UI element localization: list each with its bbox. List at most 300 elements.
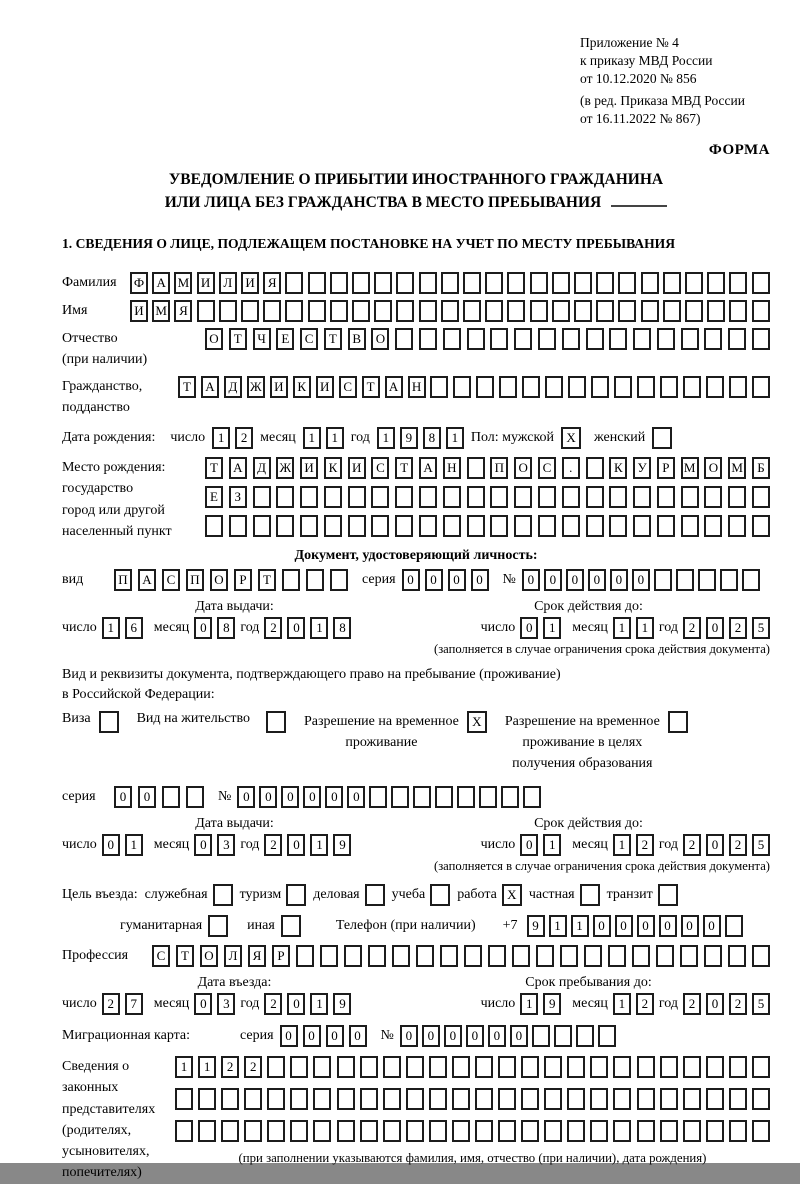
char-cell-empty <box>413 786 431 808</box>
char-cell-empty <box>313 1088 331 1110</box>
char-cell-filled: 2 <box>235 427 253 449</box>
char-cell-empty <box>276 486 294 508</box>
char-cell-empty <box>452 1120 470 1142</box>
char-cell-empty <box>681 486 699 508</box>
representatives-label-line1: Сведения о <box>62 1059 130 1074</box>
char-cell-empty <box>613 1056 631 1078</box>
valid-until-header: Срок действия до: <box>534 599 643 614</box>
char-cell-empty <box>596 300 614 322</box>
char-cell-empty <box>429 1088 447 1110</box>
char-cell-filled: 0 <box>303 1025 321 1047</box>
char-cell-empty <box>501 786 519 808</box>
char-cell-filled: 3 <box>217 993 235 1015</box>
char-cell-empty <box>590 1088 608 1110</box>
representatives-label-line6: попечителях) <box>62 1165 142 1181</box>
stay-number-cells <box>237 786 541 808</box>
phone-label: Телефон (при наличии) <box>335 918 476 933</box>
char-cell-filled: 8 <box>423 427 441 449</box>
char-cell-filled: 9 <box>333 834 351 856</box>
residence-permit-label: Вид на жительство <box>136 711 250 726</box>
profession-label: Профессия <box>62 948 129 963</box>
char-cell-filled: И <box>348 457 366 479</box>
char-cell-empty <box>752 272 770 294</box>
char-cell-filled: С <box>162 569 180 591</box>
char-cell-empty <box>683 1056 701 1078</box>
char-cell-filled: К <box>324 457 342 479</box>
char-cell-filled: 1 <box>543 617 561 639</box>
purpose-label: работа <box>457 887 497 902</box>
issue-date-header: Дата выдачи: <box>195 599 274 614</box>
char-cell-filled: 3 <box>217 834 235 856</box>
char-cell-empty <box>633 328 651 350</box>
char-cell-empty <box>752 486 770 508</box>
entry-day-cells <box>102 993 143 1015</box>
char-cell-empty <box>681 328 699 350</box>
doc-series-group <box>362 569 489 591</box>
char-cell-empty <box>544 1120 562 1142</box>
char-cell-empty <box>683 376 701 398</box>
purpose-study-checkbox <box>430 884 450 906</box>
form-title-line1: УВЕДОМЛЕНИЕ О ПРИБЫТИИ ИНОСТРАННОГО ГРАЖДАНИНА <box>168 171 664 189</box>
char-cell-empty <box>609 515 627 537</box>
char-cell-filled: 0 <box>615 915 633 937</box>
representatives-label <box>62 1056 175 1184</box>
char-cell-empty <box>352 272 370 294</box>
char-cell-empty <box>657 328 675 350</box>
char-cell-filled: 0 <box>488 1025 506 1047</box>
char-cell-empty <box>313 1120 331 1142</box>
char-cell-empty <box>282 569 300 591</box>
char-cell-empty <box>452 1088 470 1110</box>
sex-female-checkbox <box>652 427 672 449</box>
char-cell-filled: 2 <box>729 617 747 639</box>
char-cell-filled: 0 <box>632 569 650 591</box>
char-cell-empty <box>685 300 703 322</box>
char-cell-empty <box>374 272 392 294</box>
birth-day-label: число <box>170 430 206 445</box>
char-cell-empty <box>374 300 392 322</box>
char-cell-empty <box>704 515 722 537</box>
char-cell-empty <box>300 515 318 537</box>
surname-cells <box>130 272 770 294</box>
char-cell-filled: 0 <box>471 569 489 591</box>
char-cell-filled: К <box>293 376 311 398</box>
char-cell-filled: У <box>633 457 651 479</box>
char-cell-empty <box>253 515 271 537</box>
char-cell-empty <box>584 945 602 967</box>
char-cell-empty <box>637 1088 655 1110</box>
identity-doc-dates-row <box>62 617 770 639</box>
stay-issue-header: Дата выдачи: <box>195 816 274 831</box>
char-cell-filled: 0 <box>425 569 443 591</box>
patronymic-row <box>62 328 770 370</box>
stay-valid-day-cells <box>520 834 561 856</box>
purpose-other-checkbox <box>281 915 301 937</box>
char-cell-empty <box>698 569 716 591</box>
identity-doc-note: (заполняется в случае ограничения срока действия документа) <box>434 642 770 656</box>
char-cell-empty <box>568 376 586 398</box>
representatives-label-line2: законных <box>62 1080 119 1096</box>
char-cell-filled: 0 <box>610 569 628 591</box>
char-cell-filled: 0 <box>287 617 305 639</box>
char-cell-empty <box>467 486 485 508</box>
char-cell-empty <box>419 300 437 322</box>
purpose-label: деловая <box>313 887 360 902</box>
char-cell-empty <box>633 515 651 537</box>
char-cell-filled: А <box>201 376 219 398</box>
char-cell-filled: 2 <box>636 834 654 856</box>
char-cell-empty <box>554 1025 572 1047</box>
char-cell-empty <box>485 300 503 322</box>
char-cell-empty <box>453 376 471 398</box>
char-cell-filled: 1 <box>212 427 230 449</box>
char-cell-filled: Т <box>258 569 276 591</box>
char-cell-filled: 1 <box>613 834 631 856</box>
char-cell-filled: 0 <box>194 834 212 856</box>
char-cell-empty <box>369 786 387 808</box>
char-cell-empty <box>475 1088 493 1110</box>
char-cell-filled: 2 <box>264 993 282 1015</box>
char-cell-filled: 2 <box>729 834 747 856</box>
char-cell-empty <box>681 515 699 537</box>
char-cell-empty <box>330 272 348 294</box>
char-cell-filled: М <box>728 457 746 479</box>
stay-issue-month-cells <box>194 834 235 856</box>
purpose-row2 <box>120 915 770 937</box>
char-cell-empty <box>676 569 694 591</box>
char-cell-filled: 0 <box>510 1025 528 1047</box>
char-cell-filled: Т <box>395 457 413 479</box>
char-cell-empty <box>499 376 517 398</box>
char-cell-filled: 0 <box>259 786 277 808</box>
migration-series-group <box>240 1025 367 1047</box>
day-label: число <box>480 620 516 635</box>
ref-amend-line2: от 16.11.2022 № 867) <box>580 111 701 127</box>
char-cell-empty <box>707 300 725 322</box>
char-cell-empty <box>680 945 698 967</box>
char-cell-empty <box>162 786 180 808</box>
char-cell-empty <box>637 376 655 398</box>
month-label: месяц <box>153 620 190 635</box>
char-cell-empty <box>586 328 604 350</box>
char-cell-filled: 2 <box>221 1056 239 1078</box>
char-cell-empty <box>706 376 724 398</box>
char-cell-empty <box>198 1120 216 1142</box>
char-cell-empty <box>175 1120 193 1142</box>
char-cell-filled: 1 <box>310 617 328 639</box>
char-cell-filled: 0 <box>194 993 212 1015</box>
char-cell-empty <box>598 1025 616 1047</box>
char-cell-filled: Р <box>234 569 252 591</box>
identity-issue-date <box>62 617 351 639</box>
char-cell-empty <box>244 1088 262 1110</box>
temp-residence-label-line1: Разрешение на временное <box>303 714 459 729</box>
char-cell-empty <box>383 1056 401 1078</box>
doc-number-group <box>503 569 760 591</box>
char-cell-filled: М <box>152 300 170 322</box>
char-cell-empty <box>567 1088 585 1110</box>
char-cell-empty <box>507 300 525 322</box>
char-cell-empty <box>467 515 485 537</box>
temp-residence-education-line3: получения образования <box>512 756 653 771</box>
char-cell-empty <box>521 1120 539 1142</box>
char-cell-filled: 1 <box>310 993 328 1015</box>
char-cell-filled: А <box>229 457 247 479</box>
char-cell-empty <box>463 300 481 322</box>
phone-prefix: +7 <box>502 918 518 933</box>
purpose-humanitarian-checkbox <box>208 915 228 937</box>
char-cell-filled: Ч <box>253 328 271 350</box>
char-cell-filled: 1 <box>326 427 344 449</box>
char-cell-filled: 0 <box>637 915 655 937</box>
char-cell-empty <box>485 272 503 294</box>
section1-title: 1. СВЕДЕНИЯ О ЛИЦЕ, ПОДЛЕЖАЩЕМ ПОСТАНОВКЕ НА УЧЕТ ПО МЕСТУ ПРЕБЫВАНИЯ <box>62 236 676 251</box>
char-cell-filled: 8 <box>333 617 351 639</box>
char-cell-empty <box>320 945 338 967</box>
char-cell-empty <box>285 272 303 294</box>
visa-label: Виза <box>62 711 91 726</box>
char-cell-filled: 0 <box>280 1025 298 1047</box>
char-cell-empty <box>514 328 532 350</box>
char-cell-filled: 2 <box>244 1056 262 1078</box>
char-cell-empty <box>452 1056 470 1078</box>
char-cell-empty <box>352 300 370 322</box>
char-cell-empty <box>463 272 481 294</box>
form-title-line2-wrap <box>62 192 770 214</box>
profession-cells <box>152 945 770 967</box>
char-cell-empty <box>276 515 294 537</box>
char-cell-empty <box>330 569 348 591</box>
month-label: месяц <box>572 620 608 635</box>
char-cell-empty <box>567 1056 585 1078</box>
char-cell-empty <box>729 1088 747 1110</box>
ref-line-order: к приказу МВД России <box>580 52 713 68</box>
char-cell-empty <box>348 486 366 508</box>
char-cell-empty <box>467 457 485 479</box>
char-cell-filled: С <box>538 457 556 479</box>
char-cell-empty <box>435 786 453 808</box>
citizenship-cells <box>178 376 770 398</box>
char-cell-empty <box>704 945 722 967</box>
stay-until-year-cells <box>683 993 770 1015</box>
stay-until-day-cells <box>520 993 561 1015</box>
char-cell-empty <box>267 1056 285 1078</box>
char-cell-filled: И <box>241 272 259 294</box>
birth-month-label: месяц <box>260 430 296 445</box>
char-cell-filled: 0 <box>588 569 606 591</box>
char-cell-empty <box>613 1088 631 1110</box>
char-cell-filled: Н <box>408 376 426 398</box>
char-cell-empty <box>395 486 413 508</box>
char-cell-empty <box>360 1088 378 1110</box>
representatives-note: (при заполнении указываются фамилия, имя, отчество (при наличии), дата рождения) <box>238 1151 707 1165</box>
char-cell-filled: 5 <box>752 993 770 1015</box>
char-cell-empty <box>490 328 508 350</box>
char-cell-filled: 0 <box>566 569 584 591</box>
char-cell-empty <box>590 1120 608 1142</box>
char-cell-empty <box>567 1120 585 1142</box>
char-cell-filled: 1 <box>175 1056 193 1078</box>
representatives-cells-row1 <box>175 1056 770 1078</box>
char-cell-empty <box>383 1120 401 1142</box>
temp-residence-label-line2: проживание <box>345 735 418 750</box>
char-cell-empty <box>586 486 604 508</box>
stay-issue-date <box>62 834 351 856</box>
char-cell-empty <box>707 272 725 294</box>
birthplace-label-line1: Место рождения: <box>62 460 166 475</box>
purpose-business-checkbox <box>213 884 233 906</box>
stay-doc-dates-header <box>62 816 770 832</box>
char-cell-empty <box>663 272 681 294</box>
char-cell-empty <box>348 515 366 537</box>
citizenship-label <box>62 376 178 418</box>
char-cell-empty <box>637 1056 655 1078</box>
char-cell-empty <box>419 328 437 350</box>
stay-valid-month-cells <box>613 834 654 856</box>
char-cell-empty <box>406 1120 424 1142</box>
char-cell-empty <box>507 272 525 294</box>
char-cell-empty <box>596 272 614 294</box>
purpose-commercial-checkbox <box>365 884 385 906</box>
char-cell-filled: А <box>385 376 403 398</box>
char-cell-filled: И <box>270 376 288 398</box>
char-cell-empty <box>752 945 770 967</box>
char-cell-empty <box>360 1056 378 1078</box>
citizenship-row <box>62 376 770 418</box>
char-cell-empty <box>729 300 747 322</box>
valid-day-cells <box>520 617 561 639</box>
char-cell-empty <box>706 1056 724 1078</box>
char-cell-filled: 0 <box>520 834 538 856</box>
char-cell-filled: П <box>114 569 132 591</box>
char-cell-empty <box>614 376 632 398</box>
profession-row <box>62 945 770 967</box>
purpose-label: гуманитарная <box>120 918 203 933</box>
stay-doc-intro1: Вид и реквизиты документа, подтверждающего право на пребывание (проживание) <box>62 667 561 682</box>
char-cell-filled: 0 <box>347 786 365 808</box>
birth-year-label: год <box>350 430 370 445</box>
char-cell-empty <box>396 300 414 322</box>
char-cell-empty <box>544 1056 562 1078</box>
char-cell-empty <box>290 1056 308 1078</box>
char-cell-empty <box>360 1120 378 1142</box>
sex-male-label: Пол: мужской <box>470 430 555 445</box>
char-cell-empty <box>552 272 570 294</box>
char-cell-filled: 0 <box>114 786 132 808</box>
char-cell-empty <box>591 376 609 398</box>
char-cell-empty <box>536 945 554 967</box>
purpose-label: туризм <box>239 887 282 902</box>
char-cell-empty <box>560 945 578 967</box>
char-cell-filled: 1 <box>613 617 631 639</box>
char-cell-empty <box>522 376 540 398</box>
purpose-option-humanitarian <box>120 915 228 937</box>
char-cell-empty <box>609 486 627 508</box>
citizenship-label-line1: Гражданство, <box>62 379 143 394</box>
char-cell-empty <box>752 328 770 350</box>
char-cell-empty <box>419 515 437 537</box>
char-cell-empty <box>660 1088 678 1110</box>
char-cell-filled: 2 <box>264 617 282 639</box>
char-cell-empty <box>443 515 461 537</box>
representatives-cells-row3 <box>175 1120 770 1142</box>
char-cell-empty <box>706 1088 724 1110</box>
char-cell-filled: . <box>562 457 580 479</box>
char-cell-filled: 1 <box>310 834 328 856</box>
patronymic-label-line2: (при наличии) <box>62 352 148 367</box>
purpose-tourism-checkbox <box>286 884 306 906</box>
char-cell-filled: 8 <box>217 617 235 639</box>
representatives-label-line3: представителях <box>62 1101 156 1117</box>
migration-series-cells <box>280 1025 367 1047</box>
char-cell-empty <box>197 300 215 322</box>
char-cell-empty <box>562 515 580 537</box>
char-cell-empty <box>308 272 326 294</box>
char-cell-empty <box>530 300 548 322</box>
representatives-label-line4: (родителях, <box>62 1122 132 1138</box>
char-cell-filled: 0 <box>281 786 299 808</box>
stay-number-label: № <box>218 789 232 804</box>
char-cell-empty <box>685 272 703 294</box>
identity-doc-title: Документ, удостоверяющий личность: <box>294 548 538 563</box>
temp-residence-education-checkbox <box>668 711 688 733</box>
char-cell-empty <box>221 1088 239 1110</box>
sex-female-label: женский <box>594 430 646 445</box>
char-cell-filled: 0 <box>287 993 305 1015</box>
forma-label: ФОРМА <box>708 142 770 159</box>
char-cell-empty <box>512 945 530 967</box>
char-cell-filled: О <box>371 328 389 350</box>
char-cell-filled: 0 <box>706 834 724 856</box>
char-cell-empty <box>729 272 747 294</box>
document-reference-block <box>580 34 770 128</box>
char-cell-filled: П <box>490 457 508 479</box>
char-cell-filled: 0 <box>448 569 466 591</box>
phone-cells <box>527 915 743 937</box>
purpose-option-work <box>457 884 522 906</box>
char-cell-empty <box>608 945 626 967</box>
char-cell-filled: 5 <box>752 834 770 856</box>
purpose-label: транзит <box>606 887 653 902</box>
char-cell-filled: Е <box>276 328 294 350</box>
valid-year-cells <box>683 617 770 639</box>
char-cell-empty <box>521 1056 539 1078</box>
char-cell-empty <box>430 376 448 398</box>
purpose-option-study <box>392 884 451 906</box>
char-cell-filled: О <box>704 457 722 479</box>
migration-number-group <box>381 1025 616 1047</box>
char-cell-filled: З <box>229 486 247 508</box>
doc-series-label: серия <box>362 572 396 587</box>
char-cell-empty <box>521 1088 539 1110</box>
stay-valid-date <box>481 834 770 856</box>
char-cell-empty <box>464 945 482 967</box>
char-cell-empty <box>657 515 675 537</box>
entry-month-cells <box>194 993 235 1015</box>
stay-doc-intro2: в Российской Федерации: <box>62 687 215 702</box>
char-cell-empty <box>660 1056 678 1078</box>
char-cell-empty <box>728 945 746 967</box>
day-label: число <box>62 620 97 635</box>
representatives-label-line5: усыновителях, <box>62 1144 150 1160</box>
patronymic-label-line1: Отчество <box>62 331 118 346</box>
char-cell-empty <box>337 1088 355 1110</box>
char-cell-empty <box>618 300 636 322</box>
char-cell-empty <box>586 515 604 537</box>
stay-issue-year-cells <box>264 834 351 856</box>
char-cell-filled: Я <box>263 272 281 294</box>
title-blank-underline <box>611 194 667 207</box>
